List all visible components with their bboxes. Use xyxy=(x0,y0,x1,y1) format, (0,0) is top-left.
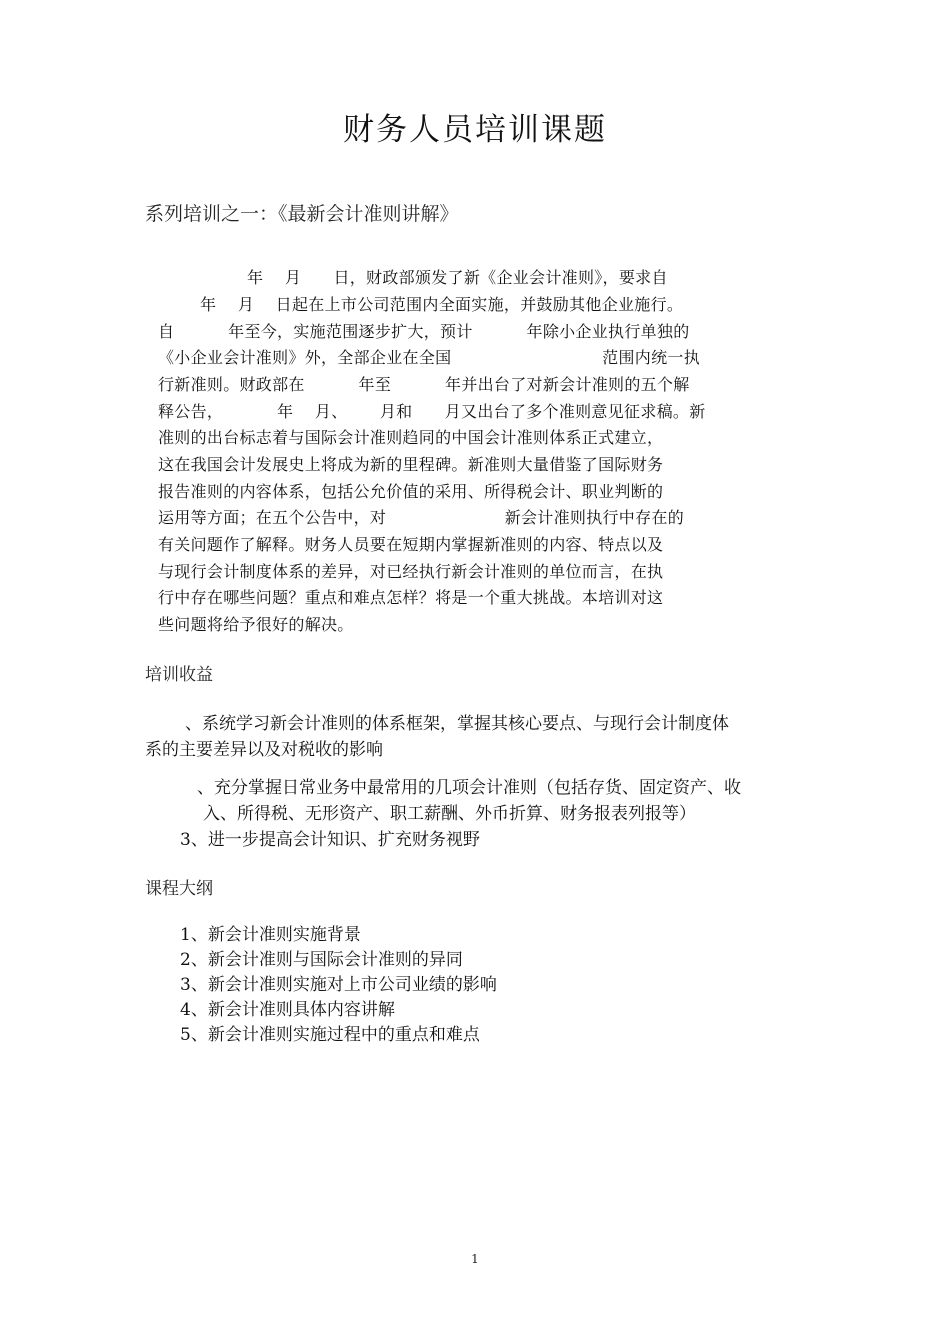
outline-item: 4、新会计准则具体内容讲解 xyxy=(180,1000,395,1020)
intro-line: 行新准则。财政部在 年至 年并出台了对新会计准则的五个解 xyxy=(158,375,690,394)
document-title: 财务人员培训课题 xyxy=(343,112,607,148)
intro-line: 行中存在哪些问题？重点和难点怎样？将是一个重大挑战。本培训对这 xyxy=(158,588,664,607)
outline-item: 1、新会计准则实施背景 xyxy=(180,925,361,945)
intro-line: 运用等方面；在五个公告中，对 新会计准则执行中存在的 xyxy=(158,508,684,527)
outline-heading: 课程大纲 xyxy=(145,879,213,899)
intro-line: 准则的出台标志着与国际会计准则趋同的中国会计准则体系正式建立， xyxy=(158,428,664,447)
intro-line: 《小企业会计准则》外，全部企业在全国 范围内统一执 xyxy=(158,348,701,367)
intro-line: 自 年至今，实施范围逐步扩大，预计 年除小企业执行单独的 xyxy=(158,322,690,341)
intro-line: 这在我国会计发展史上将成为新的里程碑。新准则大量借鉴了国际财务 xyxy=(158,455,664,474)
page-number: 1 xyxy=(471,1252,479,1266)
benefit-line: 系的主要差异以及对税收的影响 xyxy=(145,740,383,760)
intro-line: 年 月 日，财政部颁发了新《企业会计准则》，要求自 xyxy=(247,268,668,287)
benefit-line: 、系统学习新会计准则的体系框架，掌握其核心要点、与现行会计制度体 xyxy=(185,714,729,734)
outline-item: 5、新会计准则实施过程中的重点和难点 xyxy=(180,1025,480,1045)
intro-line: 些问题将给予很好的解决。 xyxy=(158,615,354,634)
intro-line: 年 月 日起在上市公司范围内全面实施，并鼓励其他企业施行。 xyxy=(200,295,684,314)
outline-item: 3、新会计准则实施对上市公司业绩的影响 xyxy=(180,975,497,995)
intro-line: 释公告， 年 月、 月和 月又出台了多个准则意见征求稿。新 xyxy=(158,402,706,421)
benefit-line: 、充分掌握日常业务中最常用的几项会计准则（包括存货、固定资产、收 xyxy=(197,778,741,798)
benefits-heading: 培训收益 xyxy=(145,665,213,685)
outline-item: 2、新会计准则与国际会计准则的异同 xyxy=(180,950,463,970)
intro-line: 有关问题作了解释。财务人员要在短期内掌握新准则的内容、特点以及 xyxy=(158,535,664,554)
series-heading: 系列培训之一：《最新会计准则讲解》 xyxy=(145,203,459,225)
benefit-line: 入、所得税、无形资产、职工薪酬、外币折算、财务报表列报等） xyxy=(203,804,696,824)
intro-line: 与现行会计制度体系的差异，对已经执行新会计准则的单位而言，在执 xyxy=(158,562,664,581)
benefit-line: 3、进一步提高会计知识、扩充财务视野 xyxy=(180,830,480,850)
intro-line: 报告准则的内容体系，包括公允价值的采用、所得税会计、职业判断的 xyxy=(158,482,664,501)
